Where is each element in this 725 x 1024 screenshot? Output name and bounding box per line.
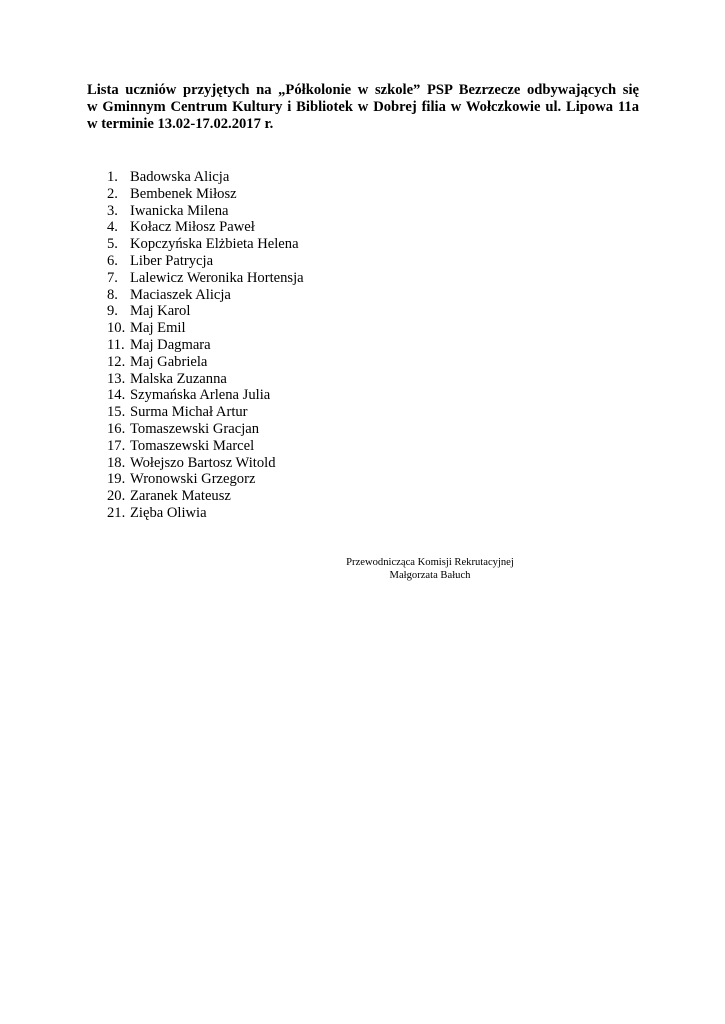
list-item-name: Kopczyńska Elżbieta Helena: [130, 236, 299, 253]
list-item: [107, 253, 304, 270]
list-item-number: 21.: [107, 504, 126, 521]
list-item: [107, 320, 304, 337]
list-item-number: 17.: [107, 437, 126, 454]
list-item-number: 4.: [107, 219, 118, 236]
list-item-name: Iwanicka Milena: [130, 202, 229, 219]
list-item: [107, 203, 304, 220]
list-item: [107, 471, 304, 488]
list-item-number: 15.: [107, 404, 126, 421]
list-item-number: 7.: [107, 269, 118, 286]
list-item: [107, 236, 304, 253]
signature-name: Małgorzata Bałuch: [389, 570, 471, 581]
list-item-number: 20.: [107, 488, 126, 505]
heading-line-1: Lista uczniów przyjętych na „Półkolonie w szkole” PSP Bezrzecze odbywających się: [87, 82, 639, 98]
list-item-name: Lalewicz Weronika Hortensja: [130, 269, 304, 286]
student-list: [107, 169, 304, 522]
list-item: [107, 270, 304, 287]
list-item: [107, 371, 304, 388]
list-item-name: Maj Gabriela: [130, 353, 208, 370]
list-item: [107, 421, 304, 438]
heading-line-2: w Gminnym Centrum Kultury i Bibliotek w Dobrej filia w Wołczkowie ul. Lipowa 11a: [87, 99, 639, 115]
list-item-name: Tomaszewski Marcel: [130, 437, 255, 454]
list-item: [107, 169, 304, 186]
list-item-number: 18.: [107, 454, 126, 471]
list-item-name: Tomaszewski Gracjan: [130, 420, 260, 437]
list-item: [107, 219, 304, 236]
list-item-number: 16.: [107, 420, 126, 437]
list-item-number: 2.: [107, 185, 118, 202]
list-item-number: 19.: [107, 471, 126, 488]
list-item-number: 6.: [107, 252, 118, 269]
list-item-number: 9.: [107, 303, 118, 320]
list-item-number: 5.: [107, 236, 118, 253]
heading-line-3: w terminie 13.02-17.02.2017 r.: [87, 116, 274, 132]
list-item-name: Badowska Alicja: [130, 169, 230, 185]
list-item-name: Maj Emil: [130, 320, 186, 337]
list-item-number: 3.: [107, 202, 118, 219]
list-item: [107, 186, 304, 203]
list-item-name: Zaranek Mateusz: [130, 488, 231, 505]
list-item: [107, 505, 304, 522]
list-item-name: Malska Zuzanna: [130, 370, 227, 387]
document-heading: [87, 82, 639, 133]
list-item-name: Kołacz Miłosz Paweł: [130, 219, 255, 236]
list-item-name: Bembenek Miłosz: [130, 185, 237, 202]
list-item: [107, 354, 304, 371]
list-item: [107, 303, 304, 320]
list-item-number: 14.: [107, 387, 126, 404]
list-item-number: 1.: [107, 169, 118, 185]
list-item-number: 13.: [107, 370, 126, 387]
list-item-name: Szymańska Arlena Julia: [130, 387, 271, 404]
list-item-number: 12.: [107, 353, 126, 370]
list-item: [107, 488, 304, 505]
list-item-name: Maj Karol: [130, 303, 191, 320]
signature-role: Przewodnicząca Komisji Rekrutacyjnej: [346, 557, 514, 568]
list-item: [107, 337, 304, 354]
list-item: [107, 287, 304, 304]
list-item: [107, 387, 304, 404]
list-item: [107, 438, 304, 455]
list-item-name: Zięba Oliwia: [130, 504, 207, 521]
list-item-number: 11.: [107, 336, 125, 353]
list-item-name: Wołejszo Bartosz Witold: [130, 454, 276, 471]
list-item-name: Maj Dagmara: [130, 336, 211, 353]
list-item-name: Liber Patrycja: [130, 252, 214, 269]
list-item-name: Maciaszek Alicja: [130, 286, 231, 303]
list-item: [107, 455, 304, 472]
list-item-name: Wronowski Grzegorz: [130, 471, 256, 488]
list-item: [107, 404, 304, 421]
list-item-name: Surma Michał Artur: [130, 404, 248, 421]
list-item-number: 10.: [107, 320, 126, 337]
list-item-number: 8.: [107, 286, 118, 303]
signature-block: [330, 556, 530, 582]
